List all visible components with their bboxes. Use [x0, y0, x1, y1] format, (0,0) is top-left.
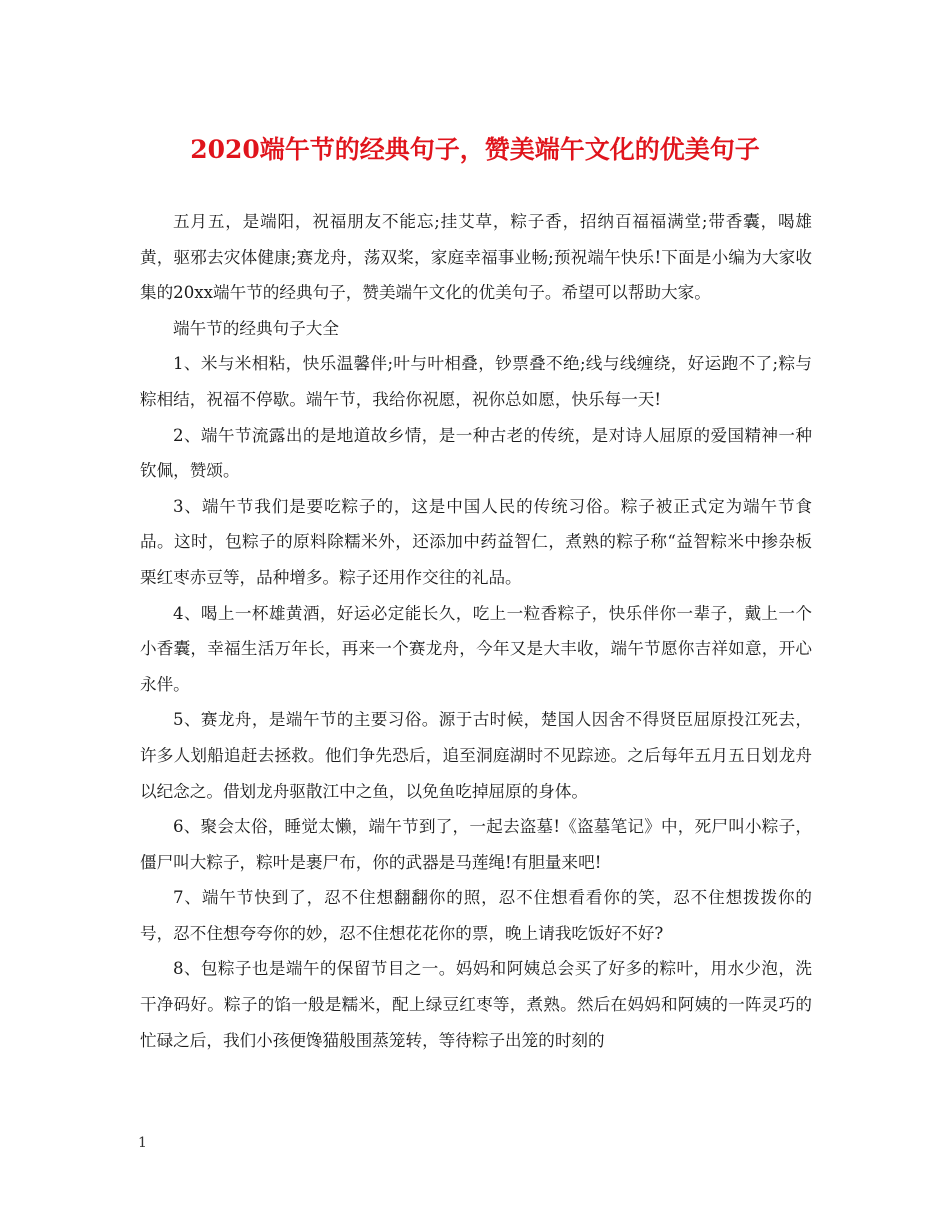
list-item-2: 2、端午节流露出的是地道故乡情，是一种古老的传统，是对诗人屈原的爱国精神一种钦佩，赞颂。 [140, 425, 812, 481]
list-item-4: 4、喝上一杯雄黄酒，好运必定能长久，吃上一粒香粽子，快乐伴你一辈子，戴上一个小香囊，幸福生活万年长，再来一个赛龙舟，今年又是大丰收，端午节愿你吉祥如意，开心永伴。 [140, 603, 812, 694]
list-item-7: 7、端午节快到了，忍不住想翻翻你的照，忍不住想看看你的笑，忍不住想拨拨你的号，忍不住想夸夸你的妙，忍不住想花花你的票，晚上请我吃饭好不好? [140, 888, 812, 943]
list-item-5: 5、赛龙舟，是端午节的主要习俗。源于古时候，楚国人因舍不得贤臣屈原投江死去，许多人划船追赶去拯救。他们争先恐后，追至洞庭湖时不见踪迹。之后每年五月五日划龙舟以纪念之。借划龙舟驱散江中之鱼，以免鱼吃掉屈原的身体。 [140, 710, 812, 801]
list-item-1: 1、米与米相粘，快乐温馨伴;叶与叶相叠，钞票叠不绝;线与线缠绕，好运跑不了;粽与粽相结，祝福不停歇。端午节，我给你祝愿，祝你总如愿，快乐每一天! [140, 354, 812, 409]
intro-paragraph: 五月五，是端阳，祝福朋友不能忘;挂艾草，粽子香，招纳百福福满堂;带香囊，喝雄黄，驱邪去灾体健康;赛龙舟，荡双桨，家庭幸福事业畅;预祝端午快乐!下面是小编为大家收集的20xx端午节的经典句子，赞美端午文化的优美句子。希望可以帮助大家。 [140, 212, 812, 303]
list-item-8: 8、包粽子也是端午的保留节目之一。妈妈和阿姨总会买了好多的粽叶，用水少泡，洗干净码好。粽子的馅一般是糯米，配上绿豆红枣等，煮熟。然后在妈妈和阿姨的一阵灵巧的忙碌之后，我们小孩便馋猫般围蒸笼转，等待粽子出笼的时刻的 [140, 959, 812, 1050]
document-title: 2020端午节的经典句子，赞美端午文化的优美句子 [190, 135, 760, 164]
section-heading: 端午节的经典句子大全 [173, 318, 339, 338]
document-body [140, 204, 812, 1058]
page-number: 1 [138, 1135, 147, 1151]
list-item-3: 3、端午节我们是要吃粽子的，这是中国人民的传统习俗。粽子被正式定为端午节食品。这时，包粽子的原料除糯米外，还添加中药益智仁，煮熟的粽子称“益智粽米中掺杂板栗红枣赤豆等，品种增多。粽子还用作交往的礼品。 [140, 496, 812, 587]
list-item-6: 6、聚会太俗，睡觉太懒，端午节到了，一起去盗墓!《盗墓笔记》中，死尸叫小粽子，僵尸叫大粽子，粽叶是裹尸布，你的武器是马莲绳!有胆量来吧! [140, 817, 812, 872]
